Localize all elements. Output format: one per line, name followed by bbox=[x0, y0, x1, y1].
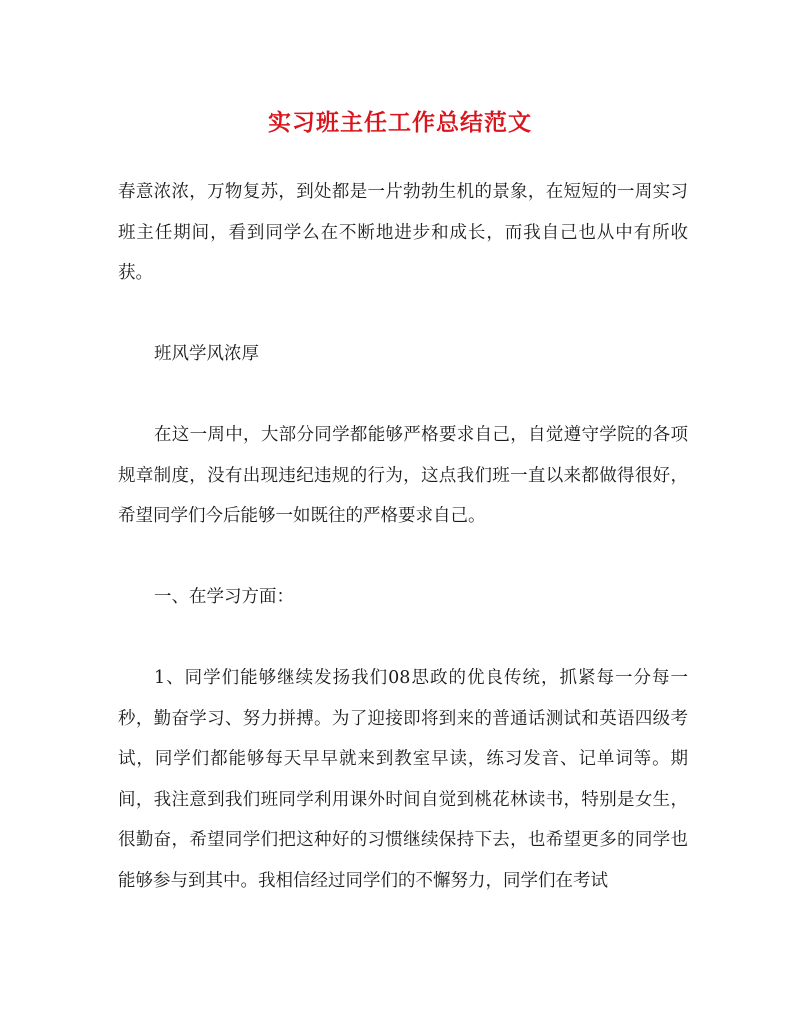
document-title: 实习班主任工作总结范文 bbox=[268, 109, 532, 136]
document-body bbox=[118, 172, 688, 901]
paragraph-intro: 春意浓浓，万物复苏，到处都是一片勃勃生机的景象，在短短的一周实习班主任期间，看到同学么在不断地进步和成长，而我自己也从中有所收获。 bbox=[118, 182, 688, 283]
section-heading-study: 一、在学习方面： bbox=[154, 587, 294, 607]
section-heading-class-style: 班风学风浓厚 bbox=[154, 344, 259, 364]
paragraph-discipline: 在这一周中，大部分同学都能够严格要求自己，自觉遵守学院的各项规章制度，没有出现违纪违规的行为，这点我们班一直以来都做得很好，希望同学们今后能够一如既往的严格要求自己。 bbox=[118, 425, 688, 526]
paragraph-study-point-1: 1、同学们能够继续发扬我们08思政的优良传统，抓紧每一分每一秒，勤奋学习、努力拼搏。为了迎接即将到来的普通话测试和英语四级考试，同学们都能够每天早早就来到教室早读，练习发音、记单词等。期间，我注意到我们班同学利用课外时间自觉到桃花林读书，特别是女生，很勤奋，希望同学们把这种好的习惯继续保持下去，也希望更多的同学也能够参与到其中。我相信经过同学们的不懈努力，同学们在考试 bbox=[118, 668, 688, 891]
paragraph-spacer bbox=[118, 294, 688, 335]
paragraph-spacer bbox=[118, 375, 688, 416]
paragraph-spacer bbox=[118, 537, 688, 578]
paragraph-spacer bbox=[118, 618, 688, 659]
